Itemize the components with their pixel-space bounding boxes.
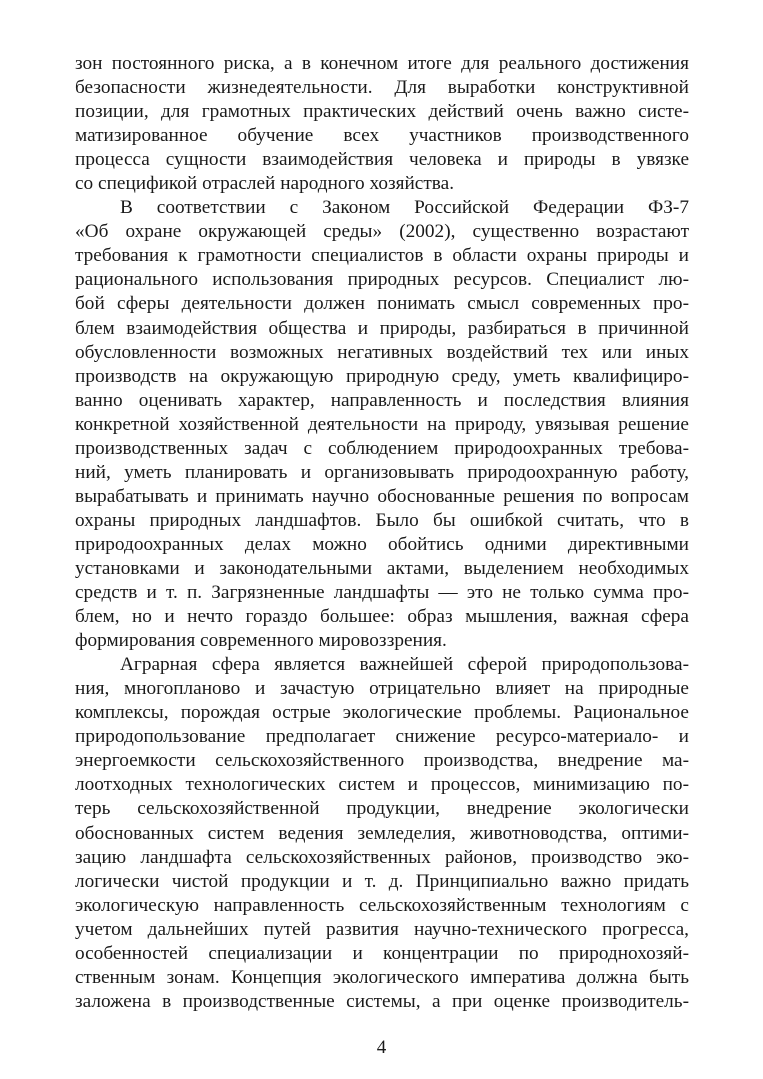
text-line: ний, уметь планировать и организовывать природоохранную работу, <box>75 461 689 483</box>
text-line: зон постоянного риска, а в конечном итоге для реального достижения <box>75 53 689 74</box>
text-line: природопользование предполагает снижение ресурсо-материало- и <box>75 726 689 748</box>
text-line: Аграрная сфера является важнейшей сферой природопользова- <box>120 654 689 676</box>
text-line: энергоемкости сельскохозяйственного производства, внедрение ма- <box>75 750 689 772</box>
text-line: «Об охране окружающей среды» (2002), существенно возрастают <box>75 221 689 243</box>
text-line: процесса сущности взаимодействия человека и природы в увязке <box>75 149 689 171</box>
body-text <box>75 52 689 1014</box>
text-line: формирования современного мировоззрения. <box>75 630 447 652</box>
text-line: особенностей специализации и концентрации по природнохозяй- <box>75 942 689 964</box>
text-line: средств и т. п. Загрязненные ландшафты — это не только сумма про- <box>75 582 689 604</box>
text-line: В соответствии с Законом Российской Федерации ФЗ-7 <box>120 197 689 219</box>
text-line: ния, многопланово и зачастую отрицательно влияет на природные <box>75 678 689 700</box>
text-line: производственных задач с соблюдением природоохранных требова- <box>75 437 689 459</box>
text-line: логически чистой продукции и т. д. Принципиально важно придать <box>75 870 689 892</box>
text-line: вырабатывать и принимать научно обоснованные решения по вопросам <box>75 485 689 507</box>
page-number: 4 <box>376 1037 387 1058</box>
text-line: позиции, для грамотных практических действий очень важно систе- <box>75 101 689 123</box>
text-line: блем, но и нечто гораздо большее: образ мышления, важная сфера <box>75 606 689 628</box>
paragraph <box>75 653 689 1014</box>
text-line: ванно оценивать характер, направленность и последствия влияния <box>75 389 689 411</box>
text-line: лоотходных технологических систем и процессов, минимизацию по- <box>75 774 689 796</box>
text-line: производств на окружающую природную среду, уметь квалифициро- <box>75 365 689 387</box>
text-line: учетом дальнейших путей развития научно-технического прогресса, <box>75 918 689 940</box>
text-line: заложена в производственные системы, а при оценке производитель- <box>75 990 689 1012</box>
text-line: требования к грамотности специалистов в области охраны природы и <box>75 245 689 267</box>
text-line: бой сферы деятельности должен понимать смысл современных про- <box>75 293 689 315</box>
text-line: установками и законодательными актами, выделением необходимых <box>75 557 689 579</box>
text-line: со спецификой отраслей народного хозяйства. <box>75 173 455 195</box>
text-line: экологическую направленность сельскохозяйственным технологиям с <box>75 894 689 916</box>
text-line: зацию ландшафта сельскохозяйственных районов, производство эко- <box>75 846 689 868</box>
text-line: обоснованных систем ведения земледелия, животноводства, оптими- <box>75 822 689 844</box>
text-line: природоохранных делах можно обойтись одними директивными <box>75 533 689 555</box>
text-line: комплексы, порождая острые экологические проблемы. Рациональное <box>75 702 689 724</box>
text-line: рационального использования природных ресурсов. Специалист лю- <box>75 269 689 291</box>
text-line: безопасности жизнедеятельности. Для выработки конструктивной <box>75 77 689 99</box>
paragraph <box>75 196 689 653</box>
text-line: охраны природных ландшафтов. Было бы ошибкой считать, что в <box>75 509 689 531</box>
paragraph <box>75 52 689 196</box>
text-line: ственным зонам. Концепция экологического императива должна быть <box>75 966 689 988</box>
text-line: конкретной хозяйственной деятельности на природу, увязывая решение <box>75 413 689 435</box>
text-line: блем взаимодействия общества и природы, разбираться в причинной <box>75 317 689 339</box>
text-line: матизированное обучение всех участников производственного <box>75 125 689 147</box>
text-line: обусловленности возможных негативных воздействий тех или иных <box>75 341 689 363</box>
text-line: терь сельскохозяйственной продукции, внедрение экологически <box>75 798 689 820</box>
